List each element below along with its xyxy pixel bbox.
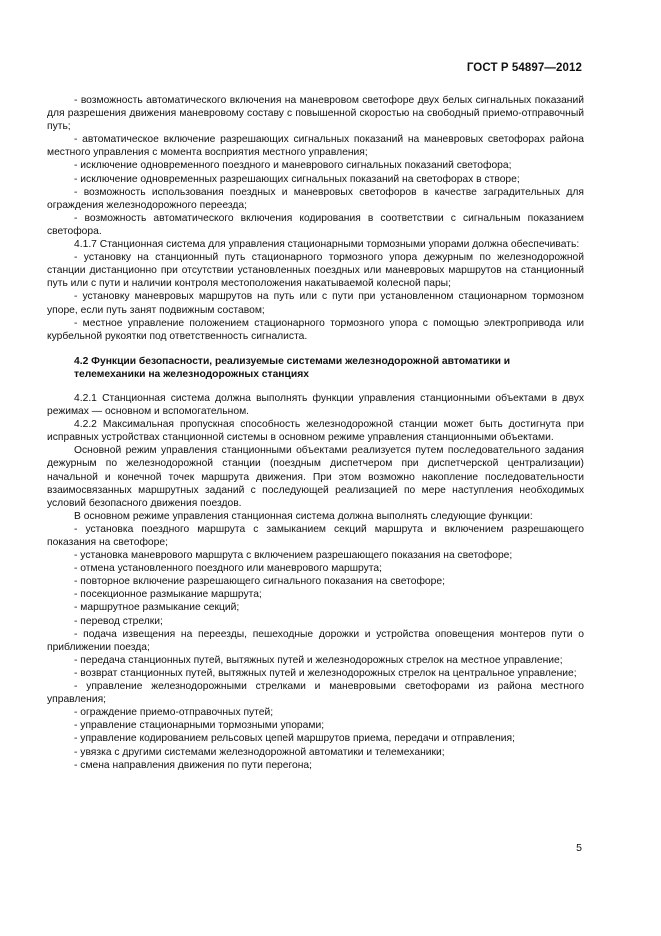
paragraph: - маршрутное размыкание секций; <box>74 602 240 614</box>
paragraph: - смена направления движения по пути перегона; <box>74 759 313 771</box>
paragraph: - перевод стрелки; <box>74 615 163 627</box>
paragraph: - установка маневрового маршрута с включением разрешающего показания на светофоре; <box>74 550 513 562</box>
paragraph: - возможность автоматического включения кодирования в соответствии с сигнальным показанием светофора. <box>47 212 584 237</box>
paragraph: - посекционное размыкание маршрута; <box>74 589 262 601</box>
paragraph: - передача станционных путей, вытяжных путей и железнодорожных стрелок на местное управление; <box>74 654 563 666</box>
paragraph: - исключение одновременных разрешающих сигнальных показаний на светофорах в створе; <box>74 173 520 185</box>
paragraph: - установку на станционный путь стационарного тормозного упора дежурным по железнодорожной станции дистанционно при отсутствии установленных поездных или маневровых маршрутов на станционный путь или с пути и наличии контроля местоположения накатываемой колесной пары; <box>47 252 584 290</box>
paragraph: - отмена установленного поездного или маневрового маршрута; <box>74 563 382 575</box>
page-number: 5 <box>576 842 582 854</box>
paragraph: - возможность использования поездных и маневровых светофоров в качестве заградительных для ограждения железнодорожного переезда; <box>47 186 584 211</box>
document-header-code: ГОСТ Р 54897—2012 <box>466 62 582 74</box>
paragraph: - автоматическое включение разрешающих сигнальных показаний на маневровых светофорах района местного управления с момента восприятия местного управления; <box>47 134 584 159</box>
paragraph: - управление стационарными тормозными упорами; <box>74 720 325 732</box>
paragraph: 4.1.7 Станционная система для управления стационарными тормозными упорами должна обеспечивать: <box>74 239 580 251</box>
section-heading: 4.2 Функции безопасности, реализуемые системами железнодорожной автоматики и телемеханики на железнодорожных станциях <box>74 355 511 380</box>
paragraph: - управление железнодорожными стрелками и маневровыми светофорами из района местного управления; <box>47 681 584 706</box>
paragraph: 4.2.2 Максимальная пропускная способность железнодорожной станции может быть достигнута при исправных устройствах станционной системы в основном режиме управления станционными объектами. <box>47 419 584 444</box>
paragraph: Основной режим управления станционными объектами реализуется путем последовательного задания дежурным по железнодорожной станции (поездным диспетчером при диспетчерской централизации) начальной и конечной точек маршрута движения. При этом возможно накопление последовательности взаимосвязанных маршрутных заданий с последующей реализацией по мере наступления необходимых условий безопасного движения поездов. <box>47 445 584 509</box>
paragraph: - повторное включение разрешающего сигнального показания на светофоре; <box>74 576 445 588</box>
paragraph: - подача извещения на переезды, пешеходные дорожки и устройства оповещения монтеров пути о приближении поезда; <box>47 628 584 653</box>
paragraph: - исключение одновременного поездного и маневрового сигнальных показаний светофора; <box>74 160 512 172</box>
paragraph: - возможность автоматического включения на маневровом светофоре двух белых сигнальных показаний для разрешения движения маневровому составу с повышенной скоростью на свободный приемо-отправочный путь; <box>47 95 584 133</box>
paragraph: - увязка с другими системами железнодорожной автоматики и телемеханики; <box>74 746 445 758</box>
paragraph: 4.2.1 Станционная система должна выполнять функции управления станционными объектами в двух режимах — основном и вспомогательном. <box>47 392 584 418</box>
document-body <box>47 94 584 772</box>
paragraph: - ограждение приемо-отправочных путей; <box>74 707 274 719</box>
paragraph: В основном режиме управления станционная система должна выполнять следующие функции: <box>74 510 533 522</box>
paragraph: - управление кодированием рельсовых цепей маршрутов приема, передачи и отправления; <box>74 733 515 745</box>
paragraph: - установку маневровых маршрутов на путь или с пути при установленном стационарном тормозном упоре, если путь занят подвижным составом; <box>47 291 584 316</box>
paragraph: - установка поездного маршрута с замыканием секций маршрута и включением разрешающего показания на светофоре; <box>47 523 584 548</box>
paragraph: - возврат станционных путей, вытяжных путей и железнодорожных стрелок на центральное управление; <box>74 667 577 679</box>
paragraph: - местное управление положением стационарного тормозного упора с помощью электропривода или курбельной рукоятки под ответственность сигналиста. <box>47 317 584 342</box>
